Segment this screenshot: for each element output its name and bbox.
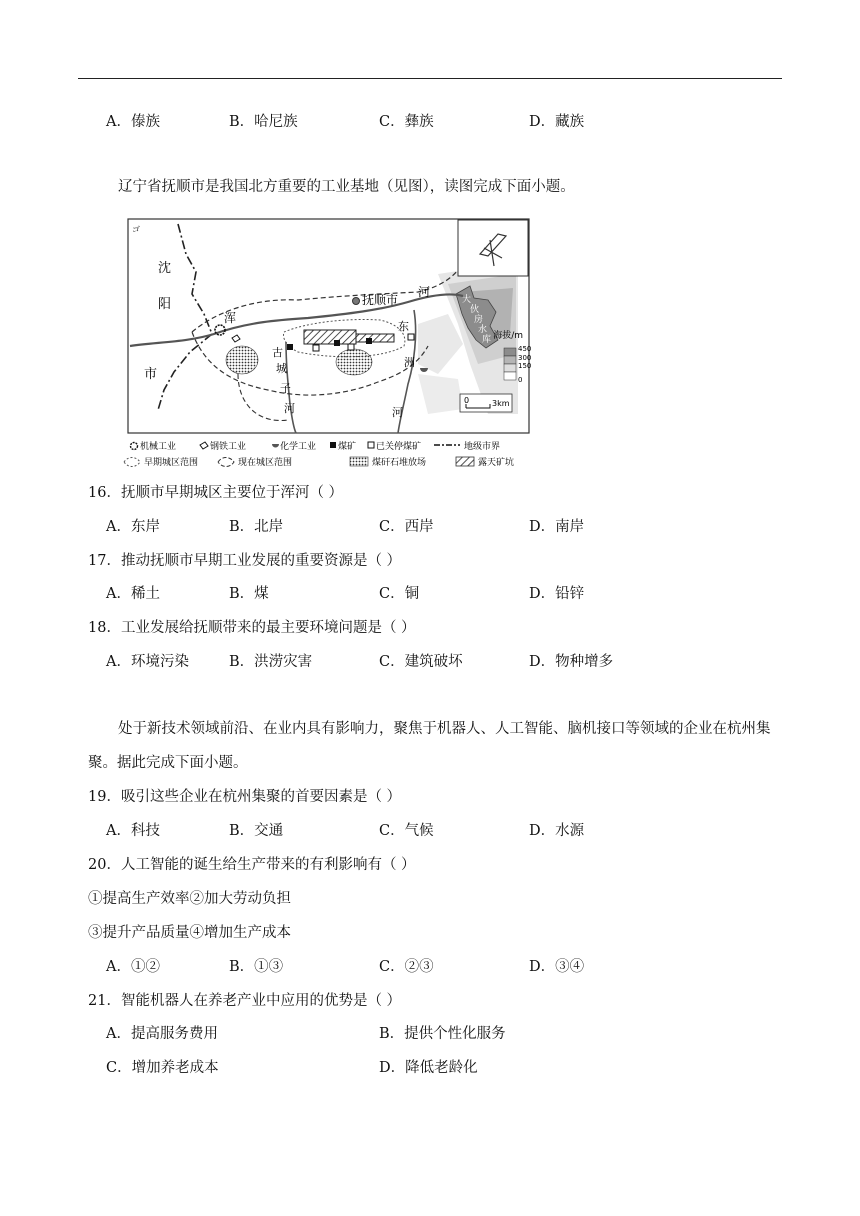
legend-gangue: 煤矸石堆放场 xyxy=(372,458,427,468)
gucheng-char: 城 xyxy=(276,362,287,375)
elevation-level: 450 xyxy=(518,345,532,353)
option-b: B．北岸 xyxy=(229,519,284,535)
question-17: 17．推动抚顺市早期工业发展的重要资源是（ ） xyxy=(88,553,402,569)
closed-coal-mine xyxy=(313,345,319,351)
elevation-swatch xyxy=(504,372,516,380)
q18-options xyxy=(0,651,860,673)
elevation-level: 150 xyxy=(518,362,532,370)
legend-machinery: 机械工业 xyxy=(140,442,177,452)
open-pit xyxy=(304,330,356,344)
reservoir-char: 伙 xyxy=(470,305,480,315)
city-point xyxy=(353,298,360,305)
fushun-city-label: 抚顺市 xyxy=(362,293,399,307)
legend-steel: 钢铁工业 xyxy=(210,442,247,452)
elevation-swatch xyxy=(504,356,516,364)
elevation-swatch xyxy=(504,348,516,356)
elevation-level: 0 xyxy=(518,376,523,384)
elevation-swatch xyxy=(504,364,516,372)
q15-options xyxy=(0,111,860,133)
coal-gangue-pile xyxy=(226,346,258,374)
reservoir-char: 房 xyxy=(474,315,484,325)
intro-fushun: 辽宁省抚顺市是我国北方重要的工业基地（见图），读图完成下面小题。 xyxy=(118,179,575,195)
option-c: C．彝族 xyxy=(379,114,434,130)
scale-zero: 0 xyxy=(464,396,470,405)
dong-river-char: 东 xyxy=(398,320,409,333)
gucheng-char: 古 xyxy=(272,346,283,359)
option-c: C．气候 xyxy=(379,823,434,839)
map-legend xyxy=(124,440,514,468)
question-21: 21．智能机器人在养老产业中应用的优势是（ ） xyxy=(88,993,402,1009)
option-b: B．①③ xyxy=(229,959,284,975)
q21-options-row-1 xyxy=(0,1023,860,1045)
question-20: 20．人工智能的诞生给生产带来的有利影响有（ ） xyxy=(88,857,416,873)
q16-options xyxy=(0,516,860,538)
option-b: B．煤 xyxy=(229,586,269,602)
option-b: B．提供个性化服务 xyxy=(379,1026,506,1042)
legend-open-pit: 露天矿坑 xyxy=(478,458,515,468)
option-b: B．交通 xyxy=(229,823,284,839)
hun-river-char: 浑 xyxy=(224,311,237,325)
closed-coal-mine xyxy=(408,334,414,340)
option-d: D．水源 xyxy=(529,823,585,839)
option-d: D．降低老龄化 xyxy=(379,1060,478,1076)
closed-coal-mine xyxy=(348,344,354,350)
reservoir-char: 库 xyxy=(482,335,492,345)
open-pit xyxy=(356,334,394,342)
q21-options-row-2 xyxy=(0,1057,860,1079)
shenyang-char: 市 xyxy=(144,367,158,382)
question-19: 19．吸引这些企业在杭州集聚的首要因素是（ ） xyxy=(88,789,402,805)
option-d: D．③④ xyxy=(529,959,585,975)
compass-inset xyxy=(458,220,528,276)
legend-coal-mine: 煤矿 xyxy=(338,442,357,452)
scale-value: 3km xyxy=(492,399,510,408)
option-a: A．傣族 xyxy=(106,114,160,130)
hun-river-char: 河 xyxy=(418,285,431,299)
option-a: A．科技 xyxy=(106,823,160,839)
option-d: D．藏族 xyxy=(529,114,585,130)
option-c: C．铜 xyxy=(379,586,420,602)
option-b: B．哈尼族 xyxy=(229,114,298,130)
intro-hangzhou: 处于新技术领域前沿、在业内具有影响力，聚焦于机器人、人工智能、脑机接口等领域的企业在杭州集聚。据此完成下面小题。 xyxy=(88,721,771,771)
reservoir-char: 大 xyxy=(462,295,472,305)
coal-mine xyxy=(334,340,340,346)
shenyang-char: 阳 xyxy=(158,297,172,312)
reservoir-char: 水 xyxy=(478,325,488,335)
header-rule xyxy=(78,78,782,79)
gucheng-char: 子 xyxy=(280,382,291,395)
option-a: A．东岸 xyxy=(106,519,160,535)
option-d: D．物种增多 xyxy=(529,654,614,670)
fushun-map xyxy=(118,214,530,468)
coal-mine xyxy=(287,344,293,350)
q20-options xyxy=(0,956,860,978)
elevation-level: 300 xyxy=(518,354,532,362)
coal-gangue-pile xyxy=(336,349,372,375)
option-c: C．建筑破坏 xyxy=(379,654,463,670)
dong-river-char: 洲 xyxy=(404,356,415,369)
legend-early-urban: 早期城区范围 xyxy=(144,458,199,468)
elevation-title: 海拔/m xyxy=(493,331,523,341)
question-16: 16．抚顺市早期城区主要位于浑河（ ） xyxy=(88,485,344,501)
corner-label: ゴ xyxy=(132,225,140,234)
q17-options xyxy=(0,583,860,605)
q20-statement-line-2: ③提升产品质量④增加生产成本 xyxy=(88,925,291,941)
legend-current-urban: 现在城区范围 xyxy=(238,458,293,468)
q19-options xyxy=(0,820,860,842)
option-c: C．增加养老成本 xyxy=(106,1060,219,1076)
dong-river-char: 河 xyxy=(392,406,403,419)
option-b: B．洪涝灾害 xyxy=(229,654,313,670)
shenyang-char: 沈 xyxy=(158,261,172,276)
option-c: C．②③ xyxy=(379,959,434,975)
option-a: A．环境污染 xyxy=(106,654,189,670)
coal-mine xyxy=(366,338,372,344)
legend-chemical: 化学工业 xyxy=(280,442,317,452)
legend-closed-mine: 已关停煤矿 xyxy=(376,442,422,452)
q20-statement-line-1: ①提高生产效率②加大劳动负担 xyxy=(88,891,291,907)
option-a: A．提高服务费用 xyxy=(106,1026,218,1042)
gucheng-char: 河 xyxy=(284,402,295,415)
question-18: 18．工业发展给抚顺带来的最主要环境问题是（ ） xyxy=(88,620,416,636)
option-c: C．西岸 xyxy=(379,519,434,535)
option-a: A．稀土 xyxy=(106,586,160,602)
option-a: A．①② xyxy=(106,959,160,975)
legend-city-boundary: 地级市界 xyxy=(464,442,501,452)
option-d: D．铅锌 xyxy=(529,586,585,602)
option-d: D．南岸 xyxy=(529,519,585,535)
